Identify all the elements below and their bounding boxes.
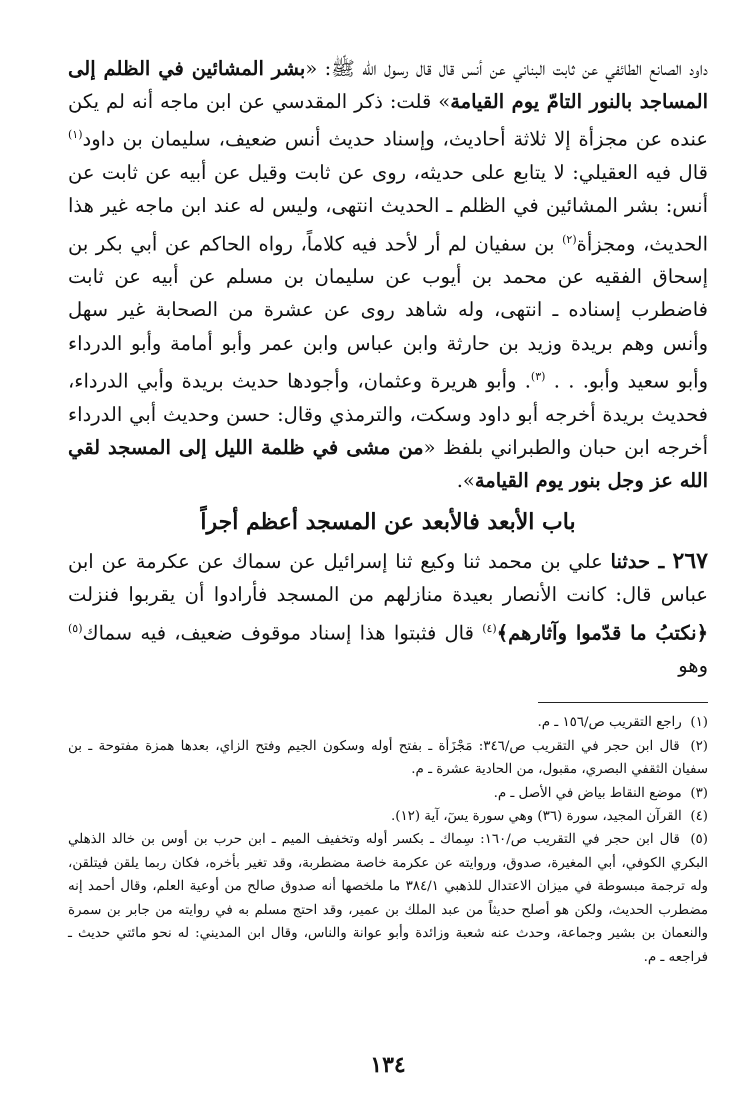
- chapter-title: باب الأبعد فالأبعد عن المسجد أعظم أجراً: [200, 509, 576, 536]
- footnote-number: (٢): [690, 738, 708, 754]
- footnote-ref-4[interactable]: (٤): [482, 621, 497, 635]
- text-segment: . وأبو هريرة وعثمان، وأجودها حديث بريدة وأبي الدرداء، فحديث بريدة أخرجه أبو داود وسكت، والترمذي وقال: حسن وحديث أبي الدرداء أخرجه ابن حبان والطبراني بلفظ «: [68, 369, 708, 459]
- hadith-number: ٢٦٧: [672, 548, 708, 575]
- text-segment: قال فيه العقيلي: لا يتابع على حديثه، روى عن ثابت وقيل عن أبيه عن ثابت عن أنس: بشر المشائين في الظلم ـ الحديث انتهى، وليس له عند ابن ماجه غير هذا الحديث، ومجزأة: [68, 161, 709, 256]
- footnote-ref-3[interactable]: (٣): [530, 369, 546, 383]
- footnote-text: راجع التقريب ص/١٥٦ ـ م.: [537, 715, 682, 731]
- footnote-item: [68, 805, 708, 828]
- bold-hadith-quote: بشر المشائين في الظلم إلى المساجد بالنور التامّ يوم القيامة: [68, 57, 708, 114]
- text-segment: داود الصانع الطائفي عن ثابت البناني عن أنس قال قال رسول الله ﷺ: «: [305, 57, 708, 80]
- footnote-item: [68, 782, 708, 805]
- main-paragraph: [68, 52, 708, 497]
- book-page: [68, 52, 709, 1078]
- footnote-ref-5[interactable]: (٥): [68, 621, 83, 635]
- footnote-number: (٥): [690, 832, 708, 848]
- footnote-text: قال ابن حجر في التقريب ص/٣٤٦: مَجْزَأة ـ بفتح أوله وسكون الجيم وفتح الزاي، بعدها همزة مفتوحة ـ بن سفيان الثقفي البصري، مقبول، من الحادية عشرة ـ م.: [68, 738, 708, 778]
- footnote-number: (٤): [690, 809, 708, 825]
- footnote-text: القرآن المجيد، سورة (٣٦) وهي سورة يسٓ، آية (١٢).: [390, 809, 682, 825]
- footnote-text: موضع النقاط بياض في الأصل ـ م.: [493, 785, 682, 801]
- footnote-item: [68, 735, 708, 782]
- text-segment: بن سفيان لم أر لأحد فيه كلاماً، رواه الحاكم عن أبي بكر بن إسحاق الفقيه عن محمد بن أيوب عن سليمان بن مسلم عن أبيه عن ثابت فاضطرب إسناده ـ انتهى، وله شاهد روى عن عشرة من الصحابة غير سهل وأنس وهم بريدة وزيد بن حارثة وابن عباس وابن عمر وأبو أمامة وأبو الدرداء وأبو سعيد وأبو. . .: [68, 232, 708, 393]
- footnote-item: [68, 711, 708, 734]
- hadith-intro: ـ حدثنا: [610, 550, 673, 574]
- footnote-ref-1[interactable]: (١): [68, 128, 83, 142]
- text-segment: علي بن محمد ثنا وكيع ثنا إسرائيل عن سماك عن عكرمة عن ابن عباس قال: كانت الأنصار بعيدة منازلهم من المسجد فأرادوا أن يقربوا فنزلت: [68, 550, 708, 607]
- page-number: ١٣٤: [370, 1052, 406, 1078]
- footnote-divider: [538, 702, 708, 703]
- quran-verse: ﴿نكتبُ ما قدّموا وآثارهم﴾: [496, 621, 708, 645]
- hadith-paragraph: [68, 545, 708, 682]
- text-segment: » قلت: ذكر المقدسي عن ابن ماجه أنه لم يكن عنده عن مجزأة إلا ثلاثة أحاديث، وإسناد حديث أنس ضعيف، سليمان بن داود: [68, 90, 708, 151]
- footnote-number: (١): [690, 715, 708, 731]
- bold-hadith-quote: من مشى في ظلمة الليل إلى المسجد لقي الله عز وجل بنور يوم القيامة: [68, 435, 708, 492]
- text-segment: ».: [456, 468, 475, 492]
- footnote-number: (٣): [690, 785, 708, 801]
- text-segment: قال فثبتوا هذا إسناد موقوف ضعيف، فيه سماك: [82, 621, 483, 645]
- footnote-ref-2[interactable]: (٢): [562, 232, 577, 246]
- footnote-item: [68, 828, 708, 968]
- footnotes-list: [68, 711, 708, 968]
- footnote-text: قال ابن حجر في التقريب ص/١٦٠: سِماك ـ بكسر أوله وتخفيف الميم ـ ابن حرب بن أوس بن خالد الذهلي البكري الكوفي، أبي المغيرة، صدوق، وروايته عن عكرمة خاصة مضطربة، وقد تغير بأخره، فكان ربما يلقن فيتلقن، وله ترجمة مبسوطة في ميزان الاعتدال للذهبي ٣٨٤/١ ما ملخصها أنه صدوق صالح من أوعية العلم، وقال أحمد إنه مضطرب الحديث، ولكن هو أصلح حديثاً من عبد الملك بن عمير، وقد احتج مسلم به في روايته من جابر بن سمرة والنعمان بن بشير وجماعة، وحدث عنه شعبة وزائدة وأبو عوانة والناس، وقال ابن المديني: له نحو مائتي حديث ـ فراجعه ـ م.: [68, 832, 708, 965]
- text-segment: وهو: [678, 654, 708, 678]
